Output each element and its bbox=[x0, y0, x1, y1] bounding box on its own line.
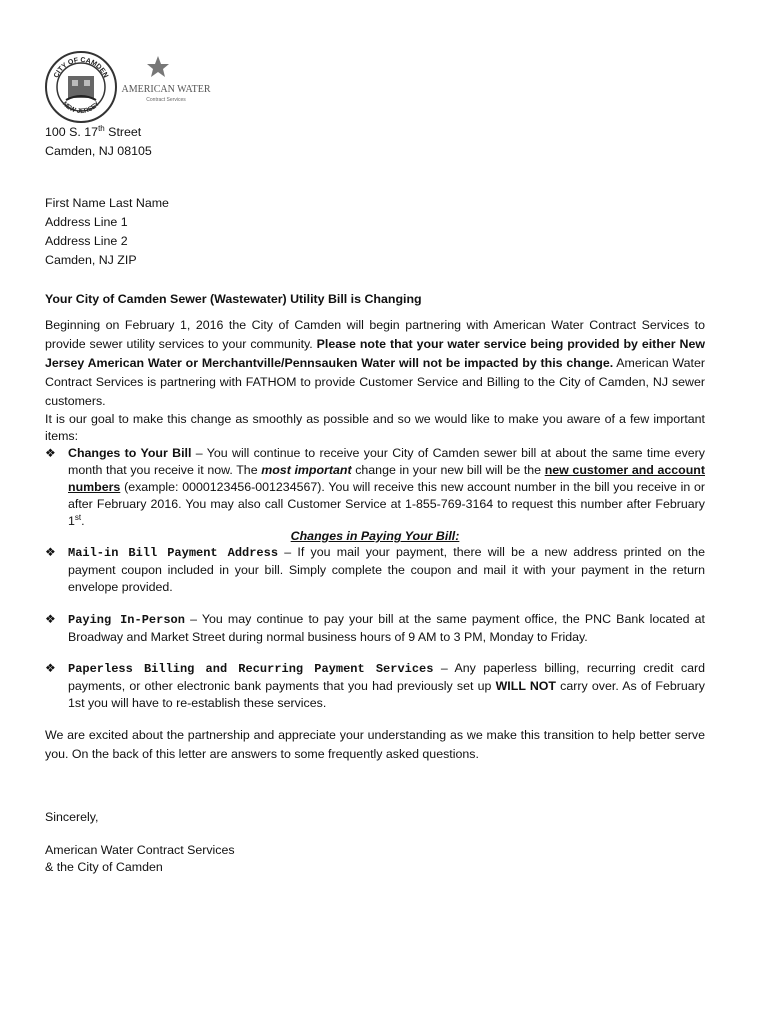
signature-line1: American Water Contract Services bbox=[45, 843, 235, 857]
diamond-bullet-icon: ❖ bbox=[45, 545, 56, 559]
recipient-city: Camden, NJ ZIP bbox=[45, 253, 137, 267]
aw-logo-name: AMERICAN WATER bbox=[121, 84, 211, 95]
city-seal-logo bbox=[44, 50, 118, 124]
letterhead-logos bbox=[44, 50, 214, 126]
recipient-address bbox=[45, 194, 705, 270]
subheading-paying: Changes in Paying Your Bill: bbox=[290, 529, 460, 543]
sender-city: Camden, NJ 08105 bbox=[45, 144, 152, 158]
paragraph-intro: Beginning on February 1, 2016 the City of Camden will begin partnering with American Water Contract Services to provide sewer utility services to your community. Please note that your water service being provided by either New Jersey American Water or Merchantville/Pennsauken Water will not be impacted by this change. American Water Contract Services is partnering with FATHOM to provide Customer Service and Billing to the City of Camden, NJ sewer customers. bbox=[45, 318, 705, 408]
signature-block bbox=[45, 842, 705, 876]
signature-line2: & the City of Camden bbox=[45, 860, 163, 874]
seal-text-bottom: NEW JERSEY bbox=[60, 100, 102, 116]
closing-salutation: Sincerely, bbox=[45, 810, 99, 824]
letter-page: CITY OF CAMDEN NEW JERSEY AMERICAN WATER Contract Services 100 S. 17th Street Camden, NJ 08105 First Name Last Name Address Line 1 Address Line 2 Camden, NJ ZIP Your City of Camden Sewer (Wastewater) Utility Bill is Changing Beginning on February 1, 2016 the City of Camden will begin partnering with American Water Contract Services to provide sewer utility services to your community. Please note that your water service being provided by either New Jersey American Water or Merchantville/Pennsauken Water will not be impacted by this change. American Water Contract Services is partnering with FATHOM to provide Customer Service and Billing to the City of Camden, NJ sewer customers. It is our goal to make this change as smoothly as possible and so we would like to make you aware of a few important items: ❖ Changes to Your Bill – You will continue to receive your City of Camden sewer bill at about the same time every month that you receive it now. The most important change in your new bill will be the new customer and account numbers (example: 0000123456-001234567). You will receive this new account number in the bill you receive in or after February 2016. You may also call Customer Service at 1-855-769-3164 to request this number after February 1st. Changes in Paying Your Bill: ❖ Mail-in Bill Payment Address – If you mail your payment, there will be a new address printed on the payment coupon included in your bill. Simply complete the coupon and mail it with your payment in the return envelope provided. ❖ Paying In-Person – You may continue to pay your bill at the same payment office, the PNC Bank located at Broadway and Market Street during normal business hours of 9 AM to 3 PM, Monday to Friday. ❖ Paperless Billing and Recurring Payment Services – Any paperless billing, recurring credit card payments, or other electronic bank payments that you had previously set up WILL NOT carry over. As of February 1st you will have to re-establish these services. We are excited about the partnership and appreciate your understanding as we make this transition to help better serve you. On the back of this letter are answers to some frequently asked questions. Sincerely, American Water Contract Services & the City of Camden bbox=[0, 0, 770, 1024]
aw-logo-sub: Contract Services bbox=[146, 97, 186, 103]
sender-street: 100 S. 17th Street bbox=[45, 123, 142, 139]
svg-text:NEW JERSEY bbox=[61, 100, 102, 115]
american-water-logo bbox=[120, 54, 212, 110]
diamond-bullet-icon: ❖ bbox=[45, 612, 56, 626]
seal-text-top: CITY OF CAMDEN bbox=[52, 56, 110, 80]
diamond-bullet-icon: ❖ bbox=[45, 661, 56, 675]
diamond-bullet-icon: ❖ bbox=[45, 446, 56, 460]
recipient-line1: Address Line 1 bbox=[45, 215, 128, 229]
recipient-line2: Address Line 2 bbox=[45, 234, 128, 248]
recipient-name: First Name Last Name bbox=[45, 196, 169, 210]
paragraph-closing: We are excited about the partnership and appreciate your understanding as we make this transition to help better serve you. On the back of this letter are answers to some frequently asked questions. bbox=[45, 728, 705, 761]
paragraph-goal: It is our goal to make this change as smoothly as possible and so we would like to make you aware of a few important items: bbox=[45, 412, 705, 443]
letter-heading: Your City of Camden Sewer (Wastewater) Utility Bill is Changing bbox=[45, 292, 422, 306]
svg-text:CITY OF CAMDEN bbox=[53, 57, 109, 79]
sender-address bbox=[45, 123, 705, 161]
